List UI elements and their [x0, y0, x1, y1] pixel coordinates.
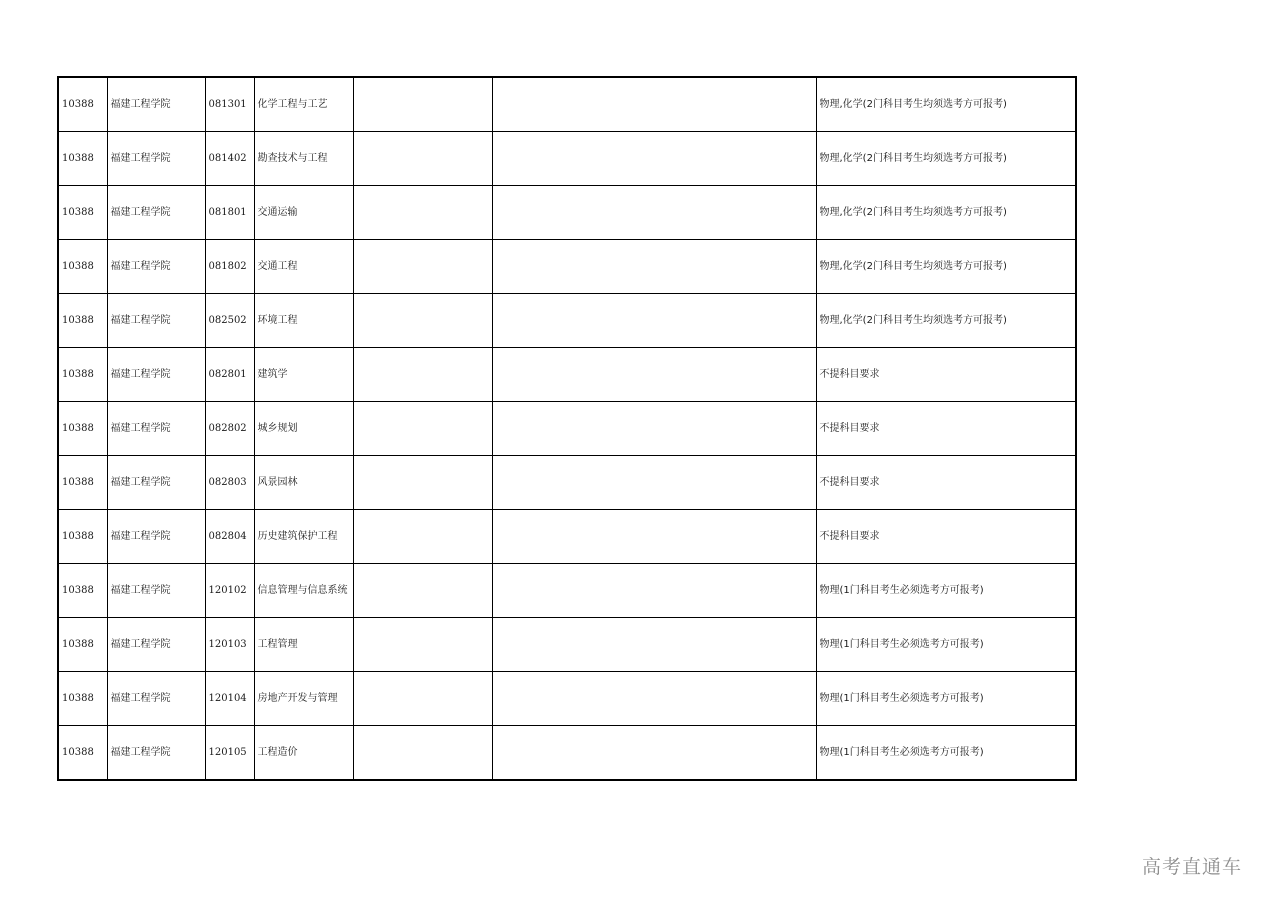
empty-cell [492, 510, 816, 564]
school-name-cell: 福建工程学院 [107, 672, 205, 726]
major-name-cell: 化学工程与工艺 [254, 77, 353, 132]
table-row [58, 240, 1076, 294]
major-name-cell: 交通工程 [254, 240, 353, 294]
school-code-cell: 10388 [58, 672, 107, 726]
major-code-cell: 081402 [205, 132, 254, 186]
school-name-cell: 福建工程学院 [107, 186, 205, 240]
school-code-cell: 10388 [58, 564, 107, 618]
subject-requirement-cell: 物理,化学(2门科目考生均须选考方可报考) [816, 240, 1076, 294]
empty-cell [353, 456, 492, 510]
school-code-cell: 10388 [58, 402, 107, 456]
major-name-cell: 交通运输 [254, 186, 353, 240]
empty-cell [353, 510, 492, 564]
table-row [58, 402, 1076, 456]
table-row [58, 726, 1076, 781]
school-name-cell: 福建工程学院 [107, 77, 205, 132]
school-name-cell: 福建工程学院 [107, 402, 205, 456]
major-code-cell: 082801 [205, 348, 254, 402]
major-name-cell: 信息管理与信息系统 [254, 564, 353, 618]
table-row [58, 348, 1076, 402]
school-name-cell: 福建工程学院 [107, 294, 205, 348]
major-name-cell: 城乡规划 [254, 402, 353, 456]
major-name-cell: 工程管理 [254, 618, 353, 672]
empty-cell [353, 294, 492, 348]
major-name-cell: 建筑学 [254, 348, 353, 402]
subject-requirement-cell: 物理(1门科目考生必须选考方可报考) [816, 564, 1076, 618]
empty-cell [492, 132, 816, 186]
school-name-cell: 福建工程学院 [107, 618, 205, 672]
subject-requirement-cell: 物理,化学(2门科目考生均须选考方可报考) [816, 132, 1076, 186]
school-code-cell: 10388 [58, 132, 107, 186]
school-name-cell: 福建工程学院 [107, 348, 205, 402]
school-code-cell: 10388 [58, 726, 107, 781]
table-row [58, 564, 1076, 618]
empty-cell [492, 240, 816, 294]
majors-table [57, 76, 1077, 781]
school-code-cell: 10388 [58, 186, 107, 240]
empty-cell [353, 402, 492, 456]
empty-cell [492, 294, 816, 348]
empty-cell [492, 348, 816, 402]
major-code-cell: 120104 [205, 672, 254, 726]
empty-cell [492, 726, 816, 781]
school-name-cell: 福建工程学院 [107, 726, 205, 781]
school-name-cell: 福建工程学院 [107, 564, 205, 618]
school-name-cell: 福建工程学院 [107, 132, 205, 186]
empty-cell [353, 240, 492, 294]
subject-requirement-cell: 物理(1门科目考生必须选考方可报考) [816, 672, 1076, 726]
major-name-cell: 环境工程 [254, 294, 353, 348]
major-code-cell: 081301 [205, 77, 254, 132]
major-name-cell: 房地产开发与管理 [254, 672, 353, 726]
major-code-cell: 082804 [205, 510, 254, 564]
table-row [58, 672, 1076, 726]
watermark-text: 高考直通车 [1142, 856, 1243, 878]
subject-requirement-cell: 不提科目要求 [816, 348, 1076, 402]
subject-requirement-cell: 物理(1门科目考生必须选考方可报考) [816, 618, 1076, 672]
subject-requirement-cell: 物理(1门科目考生必须选考方可报考) [816, 726, 1076, 781]
empty-cell [492, 402, 816, 456]
major-name-cell: 工程造价 [254, 726, 353, 781]
empty-cell [492, 456, 816, 510]
table-row [58, 618, 1076, 672]
empty-cell [353, 132, 492, 186]
subject-requirement-cell: 不提科目要求 [816, 510, 1076, 564]
major-code-cell: 081801 [205, 186, 254, 240]
empty-cell [353, 618, 492, 672]
school-name-cell: 福建工程学院 [107, 510, 205, 564]
subject-requirement-cell: 不提科目要求 [816, 402, 1076, 456]
school-code-cell: 10388 [58, 510, 107, 564]
empty-cell [353, 564, 492, 618]
table-row [58, 456, 1076, 510]
subject-requirement-cell: 物理,化学(2门科目考生均须选考方可报考) [816, 294, 1076, 348]
empty-cell [492, 618, 816, 672]
empty-cell [353, 186, 492, 240]
table-row [58, 77, 1076, 132]
school-name-cell: 福建工程学院 [107, 456, 205, 510]
empty-cell [492, 672, 816, 726]
subject-requirement-cell: 物理,化学(2门科目考生均须选考方可报考) [816, 77, 1076, 132]
major-code-cell: 081802 [205, 240, 254, 294]
school-name-cell: 福建工程学院 [107, 240, 205, 294]
school-code-cell: 10388 [58, 618, 107, 672]
major-name-cell: 历史建筑保护工程 [254, 510, 353, 564]
major-code-cell: 120105 [205, 726, 254, 781]
table-row [58, 132, 1076, 186]
empty-cell [492, 186, 816, 240]
school-code-cell: 10388 [58, 348, 107, 402]
empty-cell [353, 672, 492, 726]
major-code-cell: 120103 [205, 618, 254, 672]
major-code-cell: 082502 [205, 294, 254, 348]
empty-cell [492, 77, 816, 132]
empty-cell [492, 564, 816, 618]
school-code-cell: 10388 [58, 77, 107, 132]
major-name-cell: 勘查技术与工程 [254, 132, 353, 186]
school-code-cell: 10388 [58, 294, 107, 348]
school-code-cell: 10388 [58, 240, 107, 294]
table-body [58, 77, 1076, 780]
major-name-cell: 风景园林 [254, 456, 353, 510]
table-row [58, 294, 1076, 348]
school-code-cell: 10388 [58, 456, 107, 510]
major-code-cell: 120102 [205, 564, 254, 618]
table-row [58, 510, 1076, 564]
subject-requirement-cell: 不提科目要求 [816, 456, 1076, 510]
table-row [58, 186, 1076, 240]
empty-cell [353, 348, 492, 402]
major-code-cell: 082802 [205, 402, 254, 456]
subject-requirement-cell: 物理,化学(2门科目考生均须选考方可报考) [816, 186, 1076, 240]
empty-cell [353, 77, 492, 132]
empty-cell [353, 726, 492, 781]
major-code-cell: 082803 [205, 456, 254, 510]
